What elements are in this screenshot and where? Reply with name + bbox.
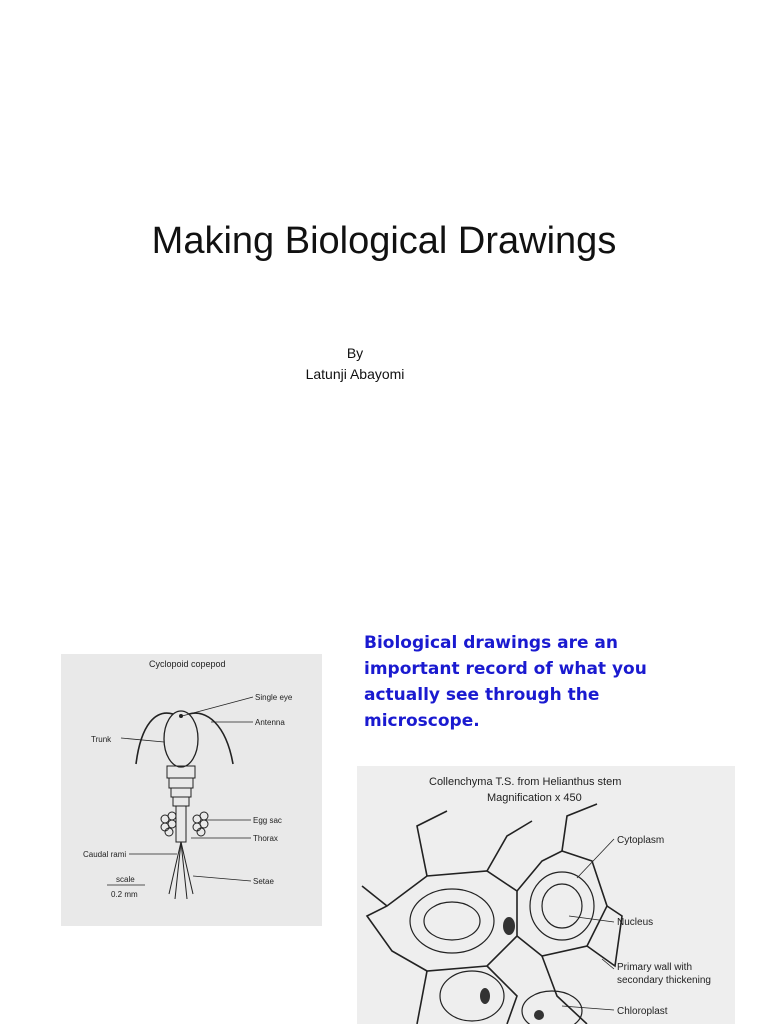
label-single-eye: Single eye — [255, 693, 293, 702]
callout-text: Biological drawings are an important record of what you actually see through the microscope. — [364, 633, 647, 731]
collenchyma-caption-2: Magnification x 450 — [487, 792, 582, 804]
label-scale-value: 0.2 mm — [111, 890, 138, 899]
label-chloroplast: Chloroplast — [617, 1006, 668, 1017]
label-cytoplasm: Cytoplasm — [617, 835, 665, 846]
byline-author: Latunji Abayomi — [305, 366, 405, 382]
collenchyma-figure — [357, 766, 735, 1024]
label-primary-wall-2: secondary thickening — [617, 975, 711, 986]
copepod-figure — [61, 654, 322, 926]
label-scale: scale — [116, 875, 135, 884]
label-antenna: Antenna — [255, 718, 285, 727]
page-title: Making Biological Drawings — [151, 220, 617, 262]
copepod-caption: Cyclopoid copepod — [149, 659, 226, 669]
label-setae: Setae — [253, 877, 274, 886]
byline — [0, 343, 710, 385]
copepod-drawing — [61, 654, 322, 926]
collenchyma-drawing — [357, 766, 735, 1024]
label-caudal-rami: Caudal rami — [83, 850, 127, 859]
collenchyma-caption-1: Collenchyma T.S. from Helianthus stem — [429, 776, 622, 788]
label-nucleus: Nucleus — [617, 917, 654, 928]
byline-by: By — [346, 345, 364, 361]
label-trunk: Trunk — [91, 735, 112, 744]
label-primary-wall-1: Primary wall with — [617, 962, 693, 973]
label-egg-sac: Egg sac — [253, 816, 282, 825]
label-thorax: Thorax — [253, 834, 278, 843]
